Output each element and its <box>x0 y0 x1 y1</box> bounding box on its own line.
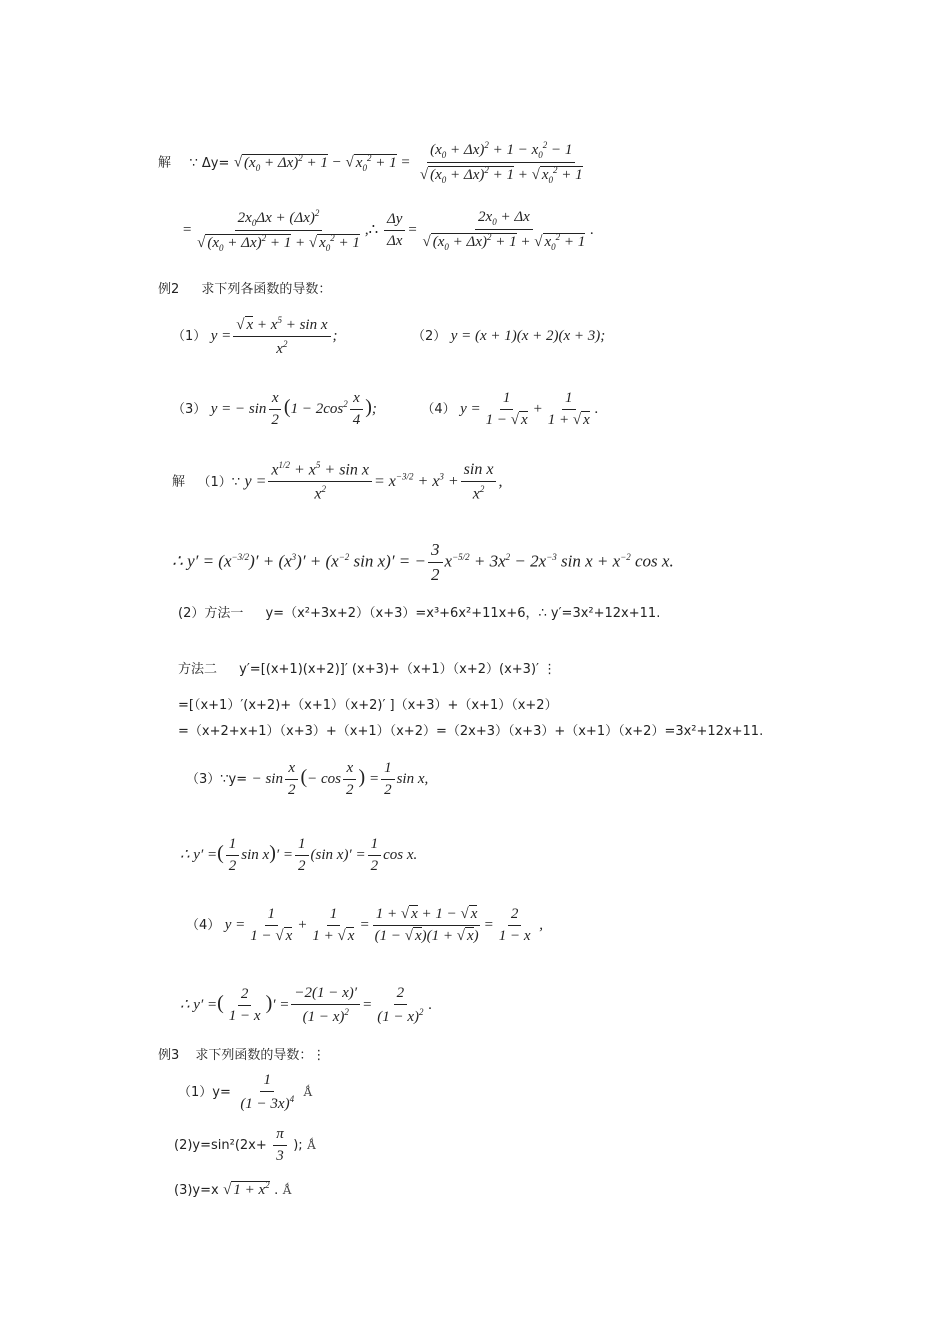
solution-2-4-result: ∴ y′ =( $\frac{2}{1 - x}$ )′ = $\frac{-2(1 - x)'}{(1 - x)^2}$ = $\frac{2}{(1 - x)^2}$ . <box>180 985 433 1025</box>
example-3-item-1-prefix: （1）y= <box>178 1084 231 1100</box>
stray-mark-2: Ǻ <box>307 1137 316 1152</box>
example-3-item-3: (3)y=x √ $1 + x^2$ . Ǻ <box>174 1180 292 1198</box>
example-3-item-2-prefix: (2)y=sin²(2x+ <box>174 1137 267 1153</box>
example-3-item-2-suffix: ); <box>293 1137 303 1153</box>
example-3-item-3-prefix: (3)y=x <box>174 1183 219 1198</box>
method-two <box>178 658 556 677</box>
example-3-heading <box>158 1044 325 1063</box>
method-two-line-3: =（x+2+x+1）（x+3）+（x+1）（x+2）=（2x+3）（x+3）+（x+1）（x+2）=3x²+12x+11. <box>178 724 764 739</box>
method-two-label: 方法二 <box>178 662 218 677</box>
solution-2-3-result: ∴ y′ =( $\frac{1}{2}$ sin x)′ = $\frac{1}{2}$ (sin x)′ = $\frac{1}{2}$ cos x. <box>180 836 418 874</box>
solution-label: 解 <box>158 155 172 171</box>
delta-y-label: ∵ Δy= <box>189 155 230 171</box>
solution-2-4: （4） y = $\frac{1}{1 - √ x}$ + $\frac{1}{1 + √ x}$ = $\frac{1 + √ x + 1 - √ x}{(1 - √ x)(1 + √ x)}$ = $\frac{2}{1 - x}$ , <box>186 906 544 944</box>
method-one-text: y=（x²+3x+2）（x+3）=x³+6x²+11x+6，∴ y′=3x²+12x+11. <box>265 606 661 621</box>
example-2-text: 求下列各函数的导数： <box>201 282 332 297</box>
solution-line-1: 解 ∵ Δy= √ $(x_0 + \Delta x)^2 + 1$ − √ $x_0^2 + 1$ = $\frac{(x_0 + \Delta x)^2 + 1 - x_0^2 - 1}{√ (x_0 + \Delta x)^2 + 1 + √ x_0^2 + 1}$ <box>158 140 583 185</box>
method-one <box>178 602 660 621</box>
item-1: （1） <box>172 328 207 344</box>
example-3-item-3-suffix: . <box>274 1183 279 1198</box>
example-2-heading <box>158 278 331 297</box>
stray-mark-3: Ǻ <box>282 1183 292 1197</box>
therefore-text: ,∴ <box>364 221 379 238</box>
item-3: （3） <box>172 401 207 417</box>
example-3-text: 求下列函数的导数：⋮ <box>195 1048 326 1063</box>
solution-label-2: 解 <box>172 474 186 490</box>
solution-2-4-prefix: （4） <box>186 917 221 933</box>
method-one-label: (2）方法一 <box>178 606 244 621</box>
stray-mark: Ǻ <box>303 1084 313 1099</box>
solution-2-3-prefix: （3）∵y= <box>186 771 248 787</box>
solution-2-1-prefix: （1）∵ <box>197 474 241 490</box>
example-2-row-1: （1） y = $\frac{√ x + x^5 + \sin x}{x^2}$ ; （2） y = (x + 1)(x + 2)(x + 3); <box>172 315 606 357</box>
solution-2-3: （3）∵y= − sin $\frac{x}{2}$ (− cos $\frac{x}{2}$ ) = $\frac{1}{2}$ sin x, <box>186 760 429 798</box>
example-3-label: 例3 <box>158 1048 180 1063</box>
solution-2-1-result: ∴ $y' = (x^{-3/2})' + (x^3)' + (x^{-2}$ sin x)′ = − $\frac{3}{2}$ $x^{-5/2} + 3x^2 - 2x^{-3}$ $\sin x + x^{-2}$ cos x. <box>172 540 674 584</box>
example-3-item-1: （1）y= $\frac{1}{(1 - 3x)^4}$ Ǻ <box>178 1072 313 1112</box>
item-4: （4） <box>421 401 456 417</box>
example-2-label: 例2 <box>158 282 180 297</box>
example-3-item-2: (2)y=sin²(2x+ $\frac{\pi}{3}$ ); Ǻ <box>174 1126 316 1164</box>
solution-line-2: = $\frac{2x_0\Delta x + (\Delta x)^2}{√ (x_0 + \Delta x)^2 + 1 + √ x_0^2 + 1}$ ,∴ $\frac{\Delta y}{\Delta x}$ = $\frac{2x_0 + \Delta x}{√ (x_0 + \Delta x)^2 + 1 + √ x_0^2 + 1}$ . <box>182 208 595 253</box>
method-two-line-2: =[（x+1）′(x+2)+（x+1）（x+2)′ ]（x+3）+（x+1）（x+2） <box>178 698 558 713</box>
solution-2-1: 解 （1）∵ y = $\frac{x^{1/2} + x^5 + \sin x}{x^2}$ = $x^{-3/2} + x^3$ + $\frac{\text{sin x}}{x^2}$ , <box>172 460 503 503</box>
example-2-row-2: （3） y = − sin $\frac{x}{2}$ ($1 - 2\cos^2$ $\frac{x}{4}$ ); （4） y = $\frac{1}{1 - √ x}$ + $\frac{1}{1 + √ x}$ . <box>172 390 599 428</box>
method-two-text: y′=[(x+1)(x+2)]′ (x+3)+（x+1）（x+2）(x+3)′ ⋮ <box>239 662 557 677</box>
item-2: （2） <box>411 328 447 344</box>
